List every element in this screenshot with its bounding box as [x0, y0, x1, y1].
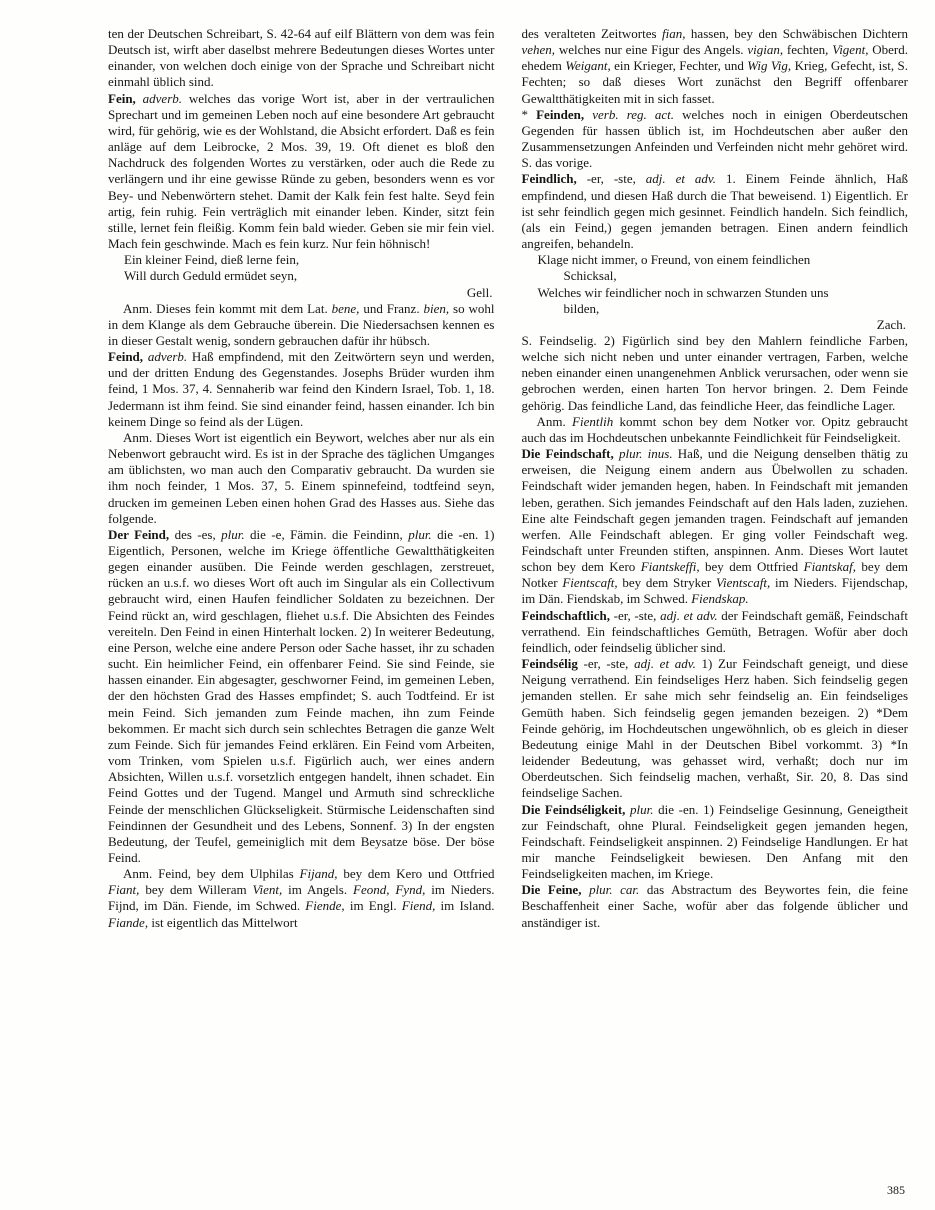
text-run: so wohl in dem Klange als dem Gebrauche überein. Die Niedersachsen kennen es in dieser Gestalt wenig, sondern gebrauchen dafür ihr hübsch. — [108, 300, 495, 348]
italic-term: Fiantskeffi, — [640, 559, 700, 575]
text-run: im Nieders. Fijendschap, im Dän. Fiendskab, im Schwed. — [521, 575, 908, 607]
italic-term: vehen, — [521, 42, 556, 58]
italic-term: plur. car. — [589, 882, 640, 898]
text-run: Anm. — [536, 413, 573, 429]
italic-term: plur. — [630, 801, 654, 817]
headword: Feindlich, — [521, 171, 577, 187]
italic-term: verb. reg. act. — [592, 106, 675, 122]
headword: Der Feind, — [108, 526, 170, 542]
italic-term: bien, — [423, 300, 450, 316]
text-run: Oberd. ehedem — [521, 42, 908, 74]
headword: Feindschaftlich, — [521, 607, 610, 623]
verse-line: Schicksal, — [563, 268, 617, 284]
text-run: -er, -ste, — [576, 171, 646, 187]
italic-term: bene, — [331, 300, 360, 316]
italic-term: plur. inus. — [618, 446, 673, 462]
italic-term: Weigant, — [565, 58, 611, 74]
italic-term: adverb. — [147, 349, 188, 365]
text-run: Haß, und die Neigung denselben thätig zu erweisen, die Neigung einem andern aus Übelwollen zu schaden. Feindschaft wider jemanden hegen, haben. In Feindschaft mit jemanden leben, gerathen. Sich jemandes Feindschaft auf den Hals laden, zuziehen. Eine alte Feindschaft gegen jemanden tragen. Feindschaft auf jemanden werfen. Alle Feindschaft ablegen. Er ging voller Feindschaft weg. Feindschaft unter Freunden stiften, anspinnen. Anm. Dieses Wort lautet schon bey dem Kero — [521, 446, 908, 575]
paragraph-continuation — [108, 26, 495, 91]
annotation-feindlich — [522, 414, 909, 446]
italic-term: Fientscaft, — [562, 575, 618, 591]
text-run: welches das vorige Wort ist, aber in der vertraulichen Sprechart und im gemeinen Leben noch auf eine besondere Art gebraucht wird, für gehörig, wie es der Wohlstand, die Absicht erfordert. Daß es fein anläge auf dem Leibrocke, 2 Mos. 39, 19. Oft dienet es bloß den Nachdruck des folgenden Wortes zu verstärken, oder auch die Rede zu verlängern und ihr eine gewisse Ründe zu geben, besonders wenn es vor Bey- und Nebenwörtern stehet. Damit der Kalk fein fest halte. Seyd fein artig, fein ruhig. Fein verträglich mit einander leben. Kinder, sitzt fein stille, lernet fein fleißig. Komm fein bald wieder. Geben sie mir fein viel. Mach fein geschwinde. Mach es fein kurz. Nur fein höhnisch! — [108, 90, 495, 252]
verse-line: Welches wir feindlicher noch in schwarzen Stunden uns — [537, 284, 829, 300]
italic-term: Fientlih — [572, 413, 614, 429]
verse-gellert — [124, 252, 495, 284]
text-run: * — [521, 106, 537, 122]
text-run: welches noch in einigen Oberdeutschen Gegenden für hassen üblich ist, im Hochdeutschen aber außer den Zusammensetzungen Anfeinden und Verfeinden nicht mehr gehöret wird. S. das vorige. — [521, 106, 909, 171]
text-run: fechten, — [783, 42, 833, 58]
text-run: -er, -ste, — [609, 607, 661, 623]
italic-term: Feond, Fynd, — [353, 882, 426, 898]
headword: Die Feine, — [521, 882, 582, 898]
verse-zachariae — [538, 252, 909, 317]
text-run: ist eigentlich das Mittelwort — [148, 914, 298, 930]
text-run: hassen, bey den Schwäbischen Dichtern — [685, 26, 908, 41]
headword: Die Feindséligkeit, — [521, 801, 626, 817]
text-run: bey dem Stryker — [617, 575, 716, 591]
text-run: im Nieders. Fijnd, im Dän. Fiende, im Schwed. — [108, 882, 495, 914]
text-run: bey dem Ottfried — [699, 559, 804, 575]
headword: Die Feindschaft, — [521, 446, 614, 462]
entry-feindlich — [522, 171, 909, 252]
verse-line: Klage nicht immer, o Freund, von einem feindlichen — [537, 252, 811, 268]
text-run: Haß empfindend, mit den Zeitwörtern seyn und werden, und der dritten Endung des Gegenstandes. Josephs Brüder wurden ihm feind, 1 Mos. 37, 4. Sennaherib war feind den Kindern Israel, Tob. 1, 18. Jedermann ist ihm feind. Sie sind einander feind, hassen einander. Ich bin keinem Dinge so feind als der Lügen. — [108, 349, 495, 429]
headword: Fein, — [108, 90, 136, 106]
entry-feinden — [522, 107, 909, 172]
text-run: die -en. 1) Feindselige Gesinnung, Geneigtheit zur Feindschaft, ohne Plural. Feindseligkeit gegen jemanden hegen, Feindschaft. Feindseligkeit anspinnen. 2) Feindselige Handlungen. Er hat mir manche Feindseligkeit bewiesen. Den Anfang mit den Feindseligkeiten machen, im Kriege. — [521, 801, 908, 882]
headword: Feindsélig — [521, 656, 578, 672]
italic-term: vigian, — [747, 42, 784, 58]
paragraph-continuation — [522, 26, 909, 107]
italic-term: adj. et adv. — [634, 656, 696, 672]
annotation-feind-adverb — [108, 430, 495, 527]
italic-term: adj. et adv. — [645, 171, 716, 187]
italic-term: Fiendskap. — [691, 591, 749, 607]
verse-line: Ein kleiner Feind, dieß lerne fein, — [124, 252, 300, 268]
italic-term: Vientscaft, — [716, 575, 771, 591]
italic-term: plur. — [221, 526, 245, 542]
text-run: die -en. 1) Eigentlich, Personen, welche im Kriege öffentliche Gewaltthätigkeiten gegen einander ausüben. Die Feinde werden geschlagen, zerstreuet, rücken an u.s.f. wo dieses Wort oft auch im Singular als ein Collectivum gebraucht wird, einen Haufen feindlicher Soldaten zu bezeichnen. Der Feind rückt an, wird geschlagen, fliehet u.s.f. Die Absichten des Feindes vereiteln. Den Feind in einen Hinterhalt locken. 2) In weiterer Bedeutung, eine Person, welche eine andere Person oder Sache hasset, ihr zu schaden sucht. Ein heimlicher Feind, ein offenbarer Feind. Sie sind Feinde, sie hassen einander. Ein abgesagter, geschworner Feind, im gemeinen Leben, der den höchsten Grad des Hasses empfindet; S. auch Todtfeind. Er ist mein Feind. Sich jemanden zum Feinde machen, ihn zum Feinde bekommen. Er macht sich durch sein schlechtes Betragen die ganze Welt zum Feinde. Sich für jemandes Feind erklären. Ein Feind vom Arbeiten, vom Trinken, vom Spielen u.s.f. Figürlich auch, wer eines andern Absichten, Willen u.s.f. vorsetzlich entgegen handelt, ihnen schadet. Ein Feind Gottes und der Tugend. Mangel und Armuth sind schreckliche Feinde der menschlichen Glückseligkeit. Stürmische Leidenschaften sind Feindinnen der Gesundheit und des Lebens, Sonnenf. 3) In der engsten Bedeutung, der Teufel, gemeiniglich mit dem Beysatze böse. Der böse Feind. — [108, 526, 495, 865]
italic-term: Vigent, — [832, 42, 869, 58]
text-run: im Island. — [435, 898, 495, 914]
verse-attribution: Gell. — [466, 284, 493, 300]
italic-term: adverb. — [142, 90, 183, 106]
text-run: S. Feindselig. 2) Figürlich sind bey den Mahlern feindliche Farben, welche sich nicht neben und unter einander vertragen, Farben, welche neben einander einen unangenehmen Anblick verursachen, oder wenn sie gebrochen werden, einen harten Ton hervor bringen. 2. Dem Feinde gehörig. Das feindliche Land, das feindliche Heer, das feindliche Lager. — [521, 332, 908, 413]
text-run — [581, 882, 589, 897]
verse-line: Will durch Geduld ermüdet seyn, — [124, 268, 298, 284]
entry-die-feindseligkeit — [522, 802, 909, 883]
text-run: ein Krieger, Fechter, und — [610, 58, 748, 74]
entry-die-feindschaft — [522, 446, 909, 608]
italic-term: Fiande, — [108, 914, 149, 930]
text-run: kommt schon bey dem Notker vor. Opitz gebraucht auch das im Hochdeutschen unbekannte Feindlichkeit für Feindseligkeit. — [521, 413, 908, 445]
text-columns — [108, 26, 908, 931]
text-run: des -es, — [169, 526, 222, 542]
text-run — [136, 91, 143, 106]
italic-term: Fiantskaf, — [803, 559, 856, 575]
italic-term: plur. — [408, 526, 432, 542]
text-run: und Franz. — [359, 300, 424, 316]
entry-feind-adverb — [108, 349, 495, 430]
text-run: -er, -ste, — [577, 656, 635, 672]
annotation-fein — [108, 301, 495, 349]
entry-feindlich-continued — [522, 333, 909, 414]
text-run: bey dem Notker — [521, 559, 909, 591]
text-run: das Abstractum des Beywortes fein, die feine Beschaffenheit einer Sache, wofür aber das folgende üblicher und anständiger ist. — [521, 882, 909, 930]
text-run: Anm. Feind, bey dem Ulphilas — [123, 866, 300, 882]
entry-fein — [108, 91, 495, 253]
text-run: im Angels. — [282, 882, 353, 898]
italic-term: Wig Vig, — [747, 58, 792, 74]
text-run: bey dem Kero und Ottfried — [337, 866, 495, 882]
text-run: Anm. Dieses Wort ist eigentlich ein Beywort, welches aber nur als ein Nebenwort gebraucht wird. Es ist in der Sprache des täglichen Umganges am üblichsten, wo man auch den Comparativ gebraucht. Da wurden sie ihm noch feinder, 1 Mos. 37, 5. Einem spinnefeind, todtfeind seyn, drucken im gemeinen Leben einen hohen Grad des Hasses aus. Siehe das folgende. — [108, 429, 495, 526]
column-left — [108, 26, 495, 931]
page-number: 385 — [887, 1183, 905, 1197]
entry-feindschaftlich — [522, 608, 909, 656]
verse-attribution: Zach. — [876, 316, 906, 332]
text-run: der Feindschaft gemäß, Feindschaft verrathend. Ein feindschaftliches Gemüth, Betragen. Wofür aber doch feindlich, oder feindselig üblicher sind. — [521, 607, 908, 655]
entry-die-feine — [522, 882, 909, 930]
entry-feindselig — [522, 656, 909, 801]
italic-term: Vient, — [252, 882, 283, 898]
text-run: bey dem Willeram — [139, 882, 253, 898]
annotation-der-feind — [108, 866, 495, 931]
headword: Feinden, — [536, 106, 585, 122]
headword: Feind, — [108, 349, 144, 365]
text-run: des veralteten Zeitwortes — [521, 26, 662, 41]
text-run: welches nur eine Figur des Angels. — [555, 42, 748, 58]
text-run: 1) Zur Feindschaft geneigt, und diese Neigung verrathend. Ein feindseliges Herz haben. Sich feindselig gegen jemanden stellen. Er sahe mich sehr feindselig an. Ein feindseliges Gemüth haben. Sich feindselig gegen jemanden bezeigen. 2) *Dem Feinde gehörig, im Hochdeutschen ungewöhnlich, ob es gleich in dieser Bedeutung einige Mahl in der Deutschen Bibel vorkommt. 3) *In leidender Bedeutung, was gehasset wird, verhaßt; doch nur im Oberdeutschen. Sich feindselig machen, verhaßt, Sir. 20, 8. Das sind feindselige Sachen. — [521, 656, 908, 801]
italic-term: fian, — [662, 26, 686, 41]
text-run: Krieg, Gefecht, ist, S. Fechten; so daß dieses Wort zunächst den Begriff offenbarer Gewaltthätigkeiten mit in sich fasset. — [521, 58, 909, 106]
italic-term: Fiend, — [401, 898, 436, 914]
italic-term: Fiende, — [305, 898, 345, 914]
text-run: ten der Deutschen Schreibart, S. 42-64 auf eilf Blättern von dem was fein Deutsch ist, wirft aber daselbst mehrere Bedeutungen dieses Wortes unter einander, von welchen doch einige von der Sprache und Schreibart nicht einmahl üblich sind. — [108, 26, 495, 90]
italic-term: Fijand, — [299, 866, 338, 882]
text-run: 1. Einem Feinde ähnlich, Haß empfindend, und diesen Haß durch die That beweisend. 1) Eigentlich. Er ist sehr feindlich gegen mich gesinnet. Feindlich handeln. Sich feindlich, (als ein Feind,) gegen jemanden betragen. Einen andern feindlich angreifen, behandeln. — [521, 171, 908, 252]
text-run: Anm. Dieses fein kommt mit dem Lat. — [123, 300, 332, 316]
text-run: im Engl. — [344, 898, 402, 914]
italic-term: adj. et adv. — [660, 607, 718, 623]
entry-der-feind — [108, 527, 495, 866]
verse-line: bilden, — [563, 300, 600, 316]
italic-term: Fiant, — [108, 882, 140, 898]
text-run: die -e, Fämin. die Feindinn, — [244, 526, 409, 542]
column-right — [522, 26, 909, 931]
